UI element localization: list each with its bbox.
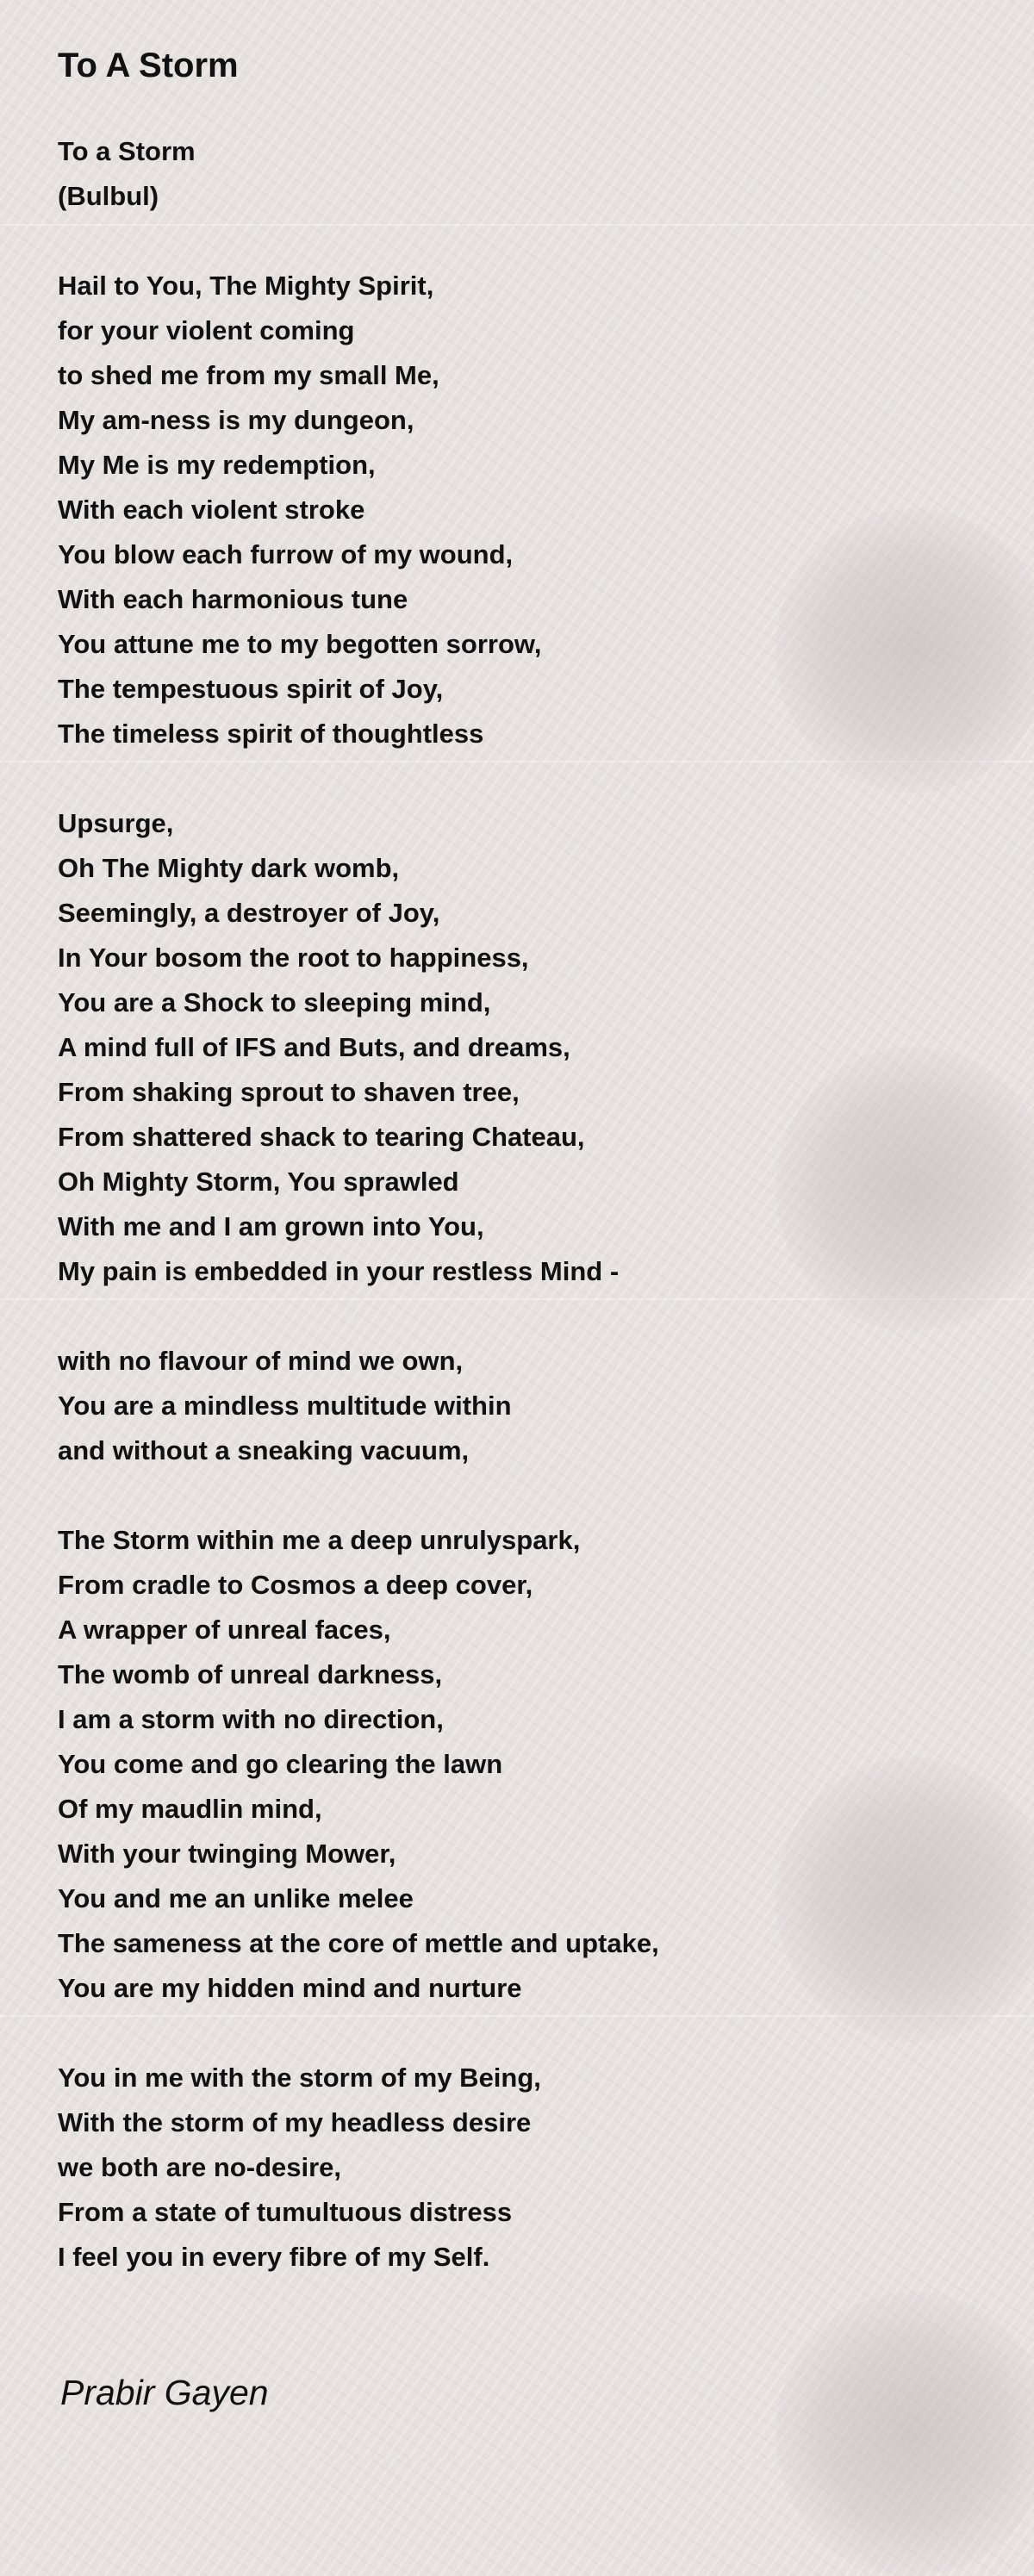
poem-line: You in me with the storm of my Being, [58,2063,541,2093]
poem-line: Seemingly, a destroyer of Joy, [58,898,440,928]
poem-line: we both are no-desire, [58,2152,342,2182]
stanza-break [58,1294,659,1339]
background-flower-watermark [776,508,1034,793]
poem-line: You are a Shock to sleeping mind, [58,987,491,1017]
background-flower-watermark [776,2292,1034,2576]
poem-line: The Storm within me a deep unrulyspark, [58,1525,581,1555]
background-flower-watermark [776,1047,1034,1331]
poem-line: A mind full of IFS and Buts, and dreams, [58,1032,570,1062]
stanza-break [58,756,659,801]
poem-line: From shaking sprout to shaven tree, [58,1077,520,1107]
poem-line: Upsurge, [58,808,174,838]
poem-line: Oh The Mighty dark womb, [58,853,400,883]
poem-line: You attune me to my begotten sorrow, [58,629,542,659]
poem-title: To A Storm [58,47,239,84]
poem-line: The tempestuous spirit of Joy, [58,674,444,704]
poem-line: and without a sneaking vacuum, [58,1435,470,1465]
poem-line: Oh Mighty Storm, You sprawled [58,1167,459,1197]
poem-line: With me and I am grown into You, [58,1211,484,1241]
poem-line: The sameness at the core of mettle and uptake, [58,1928,659,1958]
poem-line: To a Storm [58,136,196,166]
poem-line: From shattered shack to tearing Chateau, [58,1122,585,1152]
poem-line: You and me an unlike melee [58,1883,414,1913]
poem-body [58,129,659,2280]
poem-line: I feel you in every fibre of my Self. [58,2242,490,2272]
poem-line: My pain is embedded in your restless Mind - [58,1256,620,1286]
poem-line: With each violent stroke [58,495,365,525]
poem-line: With your twinging Mower, [58,1839,396,1869]
poem-line: (Bulbul) [58,181,159,211]
poem-line: I am a storm with no direction, [58,1704,444,1734]
poem-line: You are my hidden mind and nurture [58,1973,522,2003]
background-flower-watermark [776,1758,1034,2042]
poem-line: My am-ness is my dungeon, [58,405,414,435]
poem-line: to shed me from my small Me, [58,360,439,390]
poem-line: You come and go clearing the lawn [58,1749,503,1779]
stanza-break [58,1473,659,1518]
poem-line: Hail to You, The Mighty Spirit, [58,271,434,301]
poem-line: with no flavour of mind we own, [58,1346,464,1376]
poem-line: With each harmonious tune [58,584,408,614]
poem-line: Of my maudlin mind, [58,1794,322,1824]
poem-line: You are a mindless multitude within [58,1391,512,1421]
stanza-break [58,2011,659,2056]
poem-line: You blow each furrow of my wound, [58,539,514,569]
poem-line: My Me is my redemption, [58,450,376,480]
poem-line: With the storm of my headless desire [58,2107,532,2137]
poem-line: for your violent coming [58,315,355,345]
poem-line: The womb of unreal darkness, [58,1659,443,1689]
poem-line: A wrapper of unreal faces, [58,1615,391,1645]
poem-line: The timeless spirit of thoughtless [58,719,484,749]
poem-author: Prabir Gayen [60,2373,269,2412]
poem-line: From cradle to Cosmos a deep cover, [58,1570,533,1600]
stanza-break [58,219,659,264]
poem-line: In Your bosom the root to happiness, [58,943,529,973]
poem-line: From a state of tumultuous distress [58,2197,513,2227]
